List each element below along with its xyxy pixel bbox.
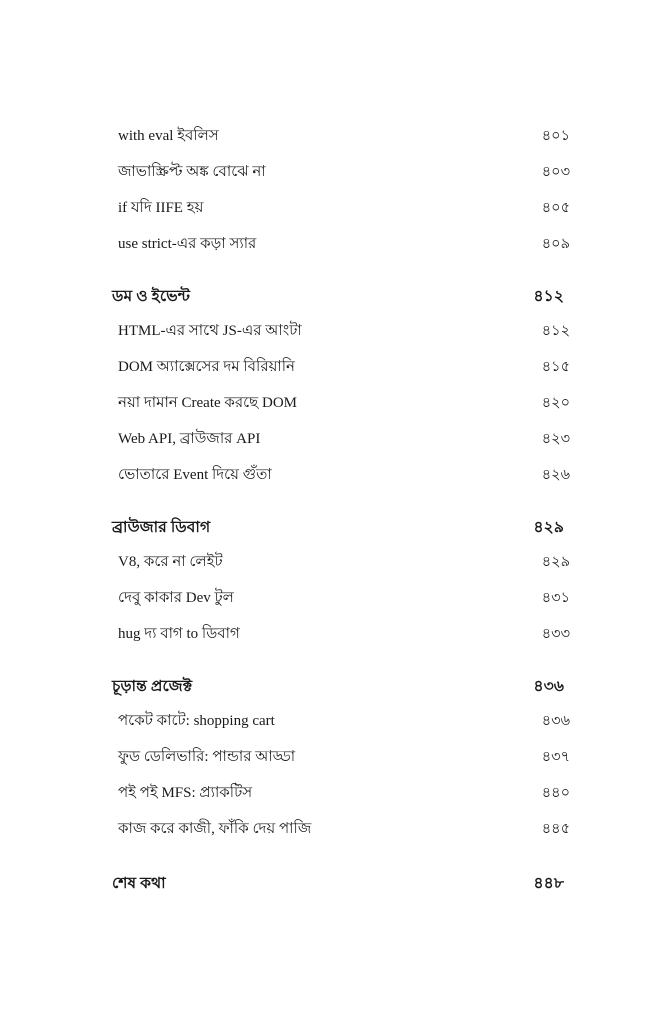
toc-entry[interactable] xyxy=(118,616,570,652)
toc-entry[interactable] xyxy=(118,739,570,775)
toc-section-heading-label: চূড়ান্ত প্রজেক্ট xyxy=(112,678,193,695)
toc-section-heading-label: ব্রাউজার ডিবাগ xyxy=(112,519,211,536)
table-of-contents xyxy=(112,118,570,900)
toc-entry-page-number: ৪৪০ xyxy=(541,784,570,801)
toc-entry-page-number: ৪০১ xyxy=(541,127,570,144)
toc-entry[interactable] xyxy=(118,544,570,580)
toc-entry[interactable] xyxy=(118,775,570,811)
toc-entry-label: ভোতারে Event দিয়ে গুঁতা xyxy=(118,466,272,483)
toc-entry-label: দেবু কাকার Dev টুল xyxy=(118,589,234,606)
toc-section-heading[interactable] xyxy=(112,674,564,700)
toc-section-page-number: ৪২৯ xyxy=(533,519,564,536)
toc-entry-label: নয়া দামান Create করছে DOM xyxy=(118,394,298,411)
toc-entry-label: জাভাস্ক্রিপ্ট অঙ্ক বোঝে না xyxy=(118,163,266,180)
toc-entry-label: পই পই MFS: প্র্যাকটিস xyxy=(118,784,253,801)
toc-entry[interactable] xyxy=(118,811,570,847)
toc-entry-label: কাজ করে কাজী, ফাঁকি দেয় পাজি xyxy=(118,820,312,837)
toc-entry-label: DOM অ্যাক্সেসের দম বিরিয়ানি xyxy=(118,358,295,375)
toc-entry-label: HTML-এর সাথে JS-এর আংটা xyxy=(118,322,302,339)
toc-entry-label: পকেট কাটে: shopping cart xyxy=(118,712,275,729)
toc-group xyxy=(112,871,564,897)
toc-entry[interactable] xyxy=(118,313,570,349)
toc-group xyxy=(112,674,570,847)
toc-entry[interactable] xyxy=(118,349,570,385)
toc-entry-page-number: ৪১৫ xyxy=(541,358,570,375)
toc-entry-label: with eval ইবলিস xyxy=(118,127,219,144)
toc-entry[interactable] xyxy=(118,190,570,226)
toc-entry[interactable] xyxy=(118,385,570,421)
toc-entry[interactable] xyxy=(118,457,570,493)
toc-section-heading[interactable] xyxy=(112,284,564,310)
toc-section-heading[interactable] xyxy=(112,515,564,541)
toc-entry-page-number: ৪৩১ xyxy=(541,589,570,606)
toc-entry[interactable] xyxy=(118,226,570,262)
toc-entry-page-number: ৪৪৫ xyxy=(541,820,570,837)
toc-section-heading-label: শেষ কথা xyxy=(112,875,166,892)
toc-entry[interactable] xyxy=(118,154,570,190)
toc-entry-label: Web API, ব্রাউজার API xyxy=(118,430,261,447)
toc-entry-page-number: ৪০৫ xyxy=(541,199,570,216)
toc-section-page-number: ৪৪৮ xyxy=(533,875,564,892)
toc-entry-page-number: ৪৩৬ xyxy=(541,712,570,729)
toc-group xyxy=(112,118,570,262)
toc-entry-page-number: ৪২০ xyxy=(541,394,570,411)
toc-entry[interactable] xyxy=(118,118,570,154)
toc-entry-page-number: ৪২৬ xyxy=(541,466,570,483)
toc-entry-label: V8, করে না লেইট xyxy=(118,553,223,570)
toc-entry[interactable] xyxy=(118,703,570,739)
toc-entry-label: ফুড ডেলিভারি: পান্ডার আড্ডা xyxy=(118,748,296,765)
toc-section-page-number: ৪৩৬ xyxy=(533,678,564,695)
toc-entry-page-number: ৪১২ xyxy=(541,322,570,339)
toc-entry-page-number: ৪৩৩ xyxy=(541,625,570,642)
toc-entry-label: if যদি IIFE হয় xyxy=(118,199,204,216)
toc-entry-page-number: ৪০৩ xyxy=(541,163,570,180)
toc-entry-page-number: ৪২৯ xyxy=(541,553,570,570)
toc-group xyxy=(112,284,570,493)
toc-section-heading-label: ডম ও ইভেন্ট xyxy=(112,288,191,305)
toc-section-heading[interactable] xyxy=(112,871,564,897)
toc-group xyxy=(112,515,570,652)
toc-entry-page-number: ৪৩৭ xyxy=(541,748,570,765)
toc-entry[interactable] xyxy=(118,580,570,616)
toc-entry-label: hug দ্য বাগ to ডিবাগ xyxy=(118,625,240,642)
toc-entry[interactable] xyxy=(118,421,570,457)
toc-section-page-number: ৪১২ xyxy=(533,288,564,305)
toc-entry-page-number: ৪০৯ xyxy=(541,235,570,252)
toc-entry-label: use strict-এর কড়া স্যার xyxy=(118,235,257,252)
toc-entry-page-number: ৪২৩ xyxy=(541,430,570,447)
